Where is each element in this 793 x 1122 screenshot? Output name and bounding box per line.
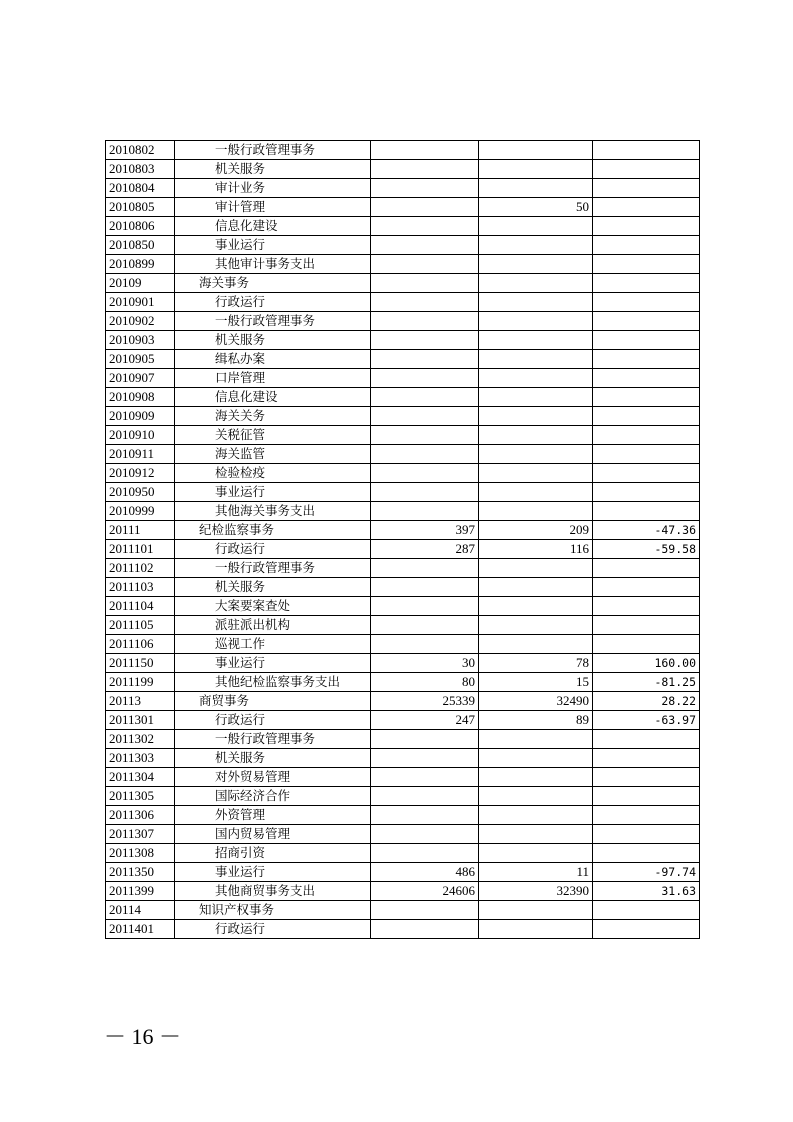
cell-name: 机关服务 (175, 331, 371, 350)
cell-value-3 (593, 483, 700, 502)
cell-code: 2010910 (106, 426, 175, 445)
cell-name: 缉私办案 (175, 350, 371, 369)
cell-value-1 (371, 578, 479, 597)
cell-value-1: 287 (371, 540, 479, 559)
cell-name: 对外贸易管理 (175, 768, 371, 787)
table-row (106, 160, 700, 179)
cell-value-1 (371, 749, 479, 768)
cell-value-2 (479, 312, 593, 331)
cell-code: 2011150 (106, 654, 175, 673)
cell-value-2 (479, 730, 593, 749)
cell-name: 商贸事务 (175, 692, 371, 711)
table-row (106, 426, 700, 445)
cell-value-1 (371, 901, 479, 920)
cell-value-2: 32390 (479, 882, 593, 901)
cell-code: 2010950 (106, 483, 175, 502)
cell-value-3: -47.36 (593, 521, 700, 540)
cell-value-2 (479, 597, 593, 616)
cell-value-1 (371, 806, 479, 825)
cell-code: 2010908 (106, 388, 175, 407)
cell-name: 事业运行 (175, 654, 371, 673)
table-row (106, 540, 700, 559)
cell-name: 信息化建设 (175, 217, 371, 236)
cell-value-3 (593, 160, 700, 179)
cell-value-1 (371, 559, 479, 578)
cell-value-3 (593, 445, 700, 464)
cell-name: 一般行政管理事务 (175, 312, 371, 331)
table-row (106, 388, 700, 407)
table-row (106, 559, 700, 578)
cell-name: 海关关务 (175, 407, 371, 426)
cell-value-1: 30 (371, 654, 479, 673)
cell-code: 2010806 (106, 217, 175, 236)
cell-value-2: 32490 (479, 692, 593, 711)
cell-value-3 (593, 369, 700, 388)
cell-value-1 (371, 407, 479, 426)
cell-value-1 (371, 255, 479, 274)
cell-code: 2011199 (106, 673, 175, 692)
cell-name: 关税征管 (175, 426, 371, 445)
cell-code: 2011305 (106, 787, 175, 806)
cell-value-1 (371, 369, 479, 388)
cell-name: 审计管理 (175, 198, 371, 217)
cell-value-1 (371, 274, 479, 293)
table-row (106, 179, 700, 198)
cell-value-2 (479, 160, 593, 179)
cell-value-1 (371, 160, 479, 179)
cell-value-1 (371, 483, 479, 502)
cell-value-1 (371, 844, 479, 863)
cell-value-2 (479, 274, 593, 293)
cell-name: 大案要案查处 (175, 597, 371, 616)
table-row (106, 483, 700, 502)
cell-value-3: -59.58 (593, 540, 700, 559)
table-row (106, 863, 700, 882)
cell-code: 2011399 (106, 882, 175, 901)
table-row (106, 749, 700, 768)
cell-name: 招商引资 (175, 844, 371, 863)
table-row (106, 882, 700, 901)
cell-name: 外资管理 (175, 806, 371, 825)
table-row (106, 464, 700, 483)
table-row (106, 445, 700, 464)
cell-name: 巡视工作 (175, 635, 371, 654)
cell-name: 其他审计事务支出 (175, 255, 371, 274)
cell-code: 20113 (106, 692, 175, 711)
cell-code: 2010999 (106, 502, 175, 521)
table-row (106, 673, 700, 692)
table-row (106, 654, 700, 673)
cell-name: 机关服务 (175, 160, 371, 179)
cell-name: 海关监管 (175, 445, 371, 464)
cell-value-1 (371, 293, 479, 312)
cell-value-1 (371, 768, 479, 787)
cell-value-2 (479, 806, 593, 825)
cell-name: 机关服务 (175, 749, 371, 768)
cell-value-2 (479, 141, 593, 160)
table-row (106, 350, 700, 369)
cell-value-3 (593, 616, 700, 635)
cell-name: 事业运行 (175, 236, 371, 255)
cell-value-2 (479, 749, 593, 768)
cell-name: 机关服务 (175, 578, 371, 597)
cell-value-2 (479, 635, 593, 654)
cell-value-3 (593, 141, 700, 160)
cell-value-1 (371, 312, 479, 331)
table-row (106, 787, 700, 806)
cell-value-1: 486 (371, 863, 479, 882)
cell-name: 知识产权事务 (175, 901, 371, 920)
cell-value-1 (371, 597, 479, 616)
cell-code: 2011104 (106, 597, 175, 616)
cell-name: 其他商贸事务支出 (175, 882, 371, 901)
cell-code: 2011306 (106, 806, 175, 825)
cell-name: 检验检疫 (175, 464, 371, 483)
cell-value-1 (371, 331, 479, 350)
table-row (106, 217, 700, 236)
cell-value-3 (593, 920, 700, 939)
cell-value-2 (479, 844, 593, 863)
cell-value-2 (479, 445, 593, 464)
cell-value-3 (593, 844, 700, 863)
page-number: － 16 － (104, 1024, 182, 1049)
cell-value-2 (479, 483, 593, 502)
cell-value-3 (593, 350, 700, 369)
budget-table-body (106, 141, 700, 939)
cell-value-1 (371, 445, 479, 464)
cell-value-1: 25339 (371, 692, 479, 711)
table-row (106, 293, 700, 312)
cell-value-1 (371, 730, 479, 749)
cell-code: 20109 (106, 274, 175, 293)
cell-code: 2011103 (106, 578, 175, 597)
table-row (106, 274, 700, 293)
cell-code: 2010902 (106, 312, 175, 331)
cell-value-1: 24606 (371, 882, 479, 901)
cell-value-2 (479, 426, 593, 445)
cell-value-3 (593, 730, 700, 749)
table-row (106, 616, 700, 635)
cell-value-3 (593, 407, 700, 426)
cell-value-3 (593, 293, 700, 312)
cell-value-3 (593, 768, 700, 787)
cell-value-3 (593, 426, 700, 445)
cell-code: 2010911 (106, 445, 175, 464)
cell-value-2 (479, 578, 593, 597)
cell-value-1: 397 (371, 521, 479, 540)
cell-value-3: -63.97 (593, 711, 700, 730)
table-row (106, 407, 700, 426)
cell-value-2 (479, 236, 593, 255)
cell-value-2: 50 (479, 198, 593, 217)
cell-code: 20114 (106, 901, 175, 920)
budget-table (105, 140, 700, 939)
cell-value-3 (593, 559, 700, 578)
table-row (106, 578, 700, 597)
cell-value-1 (371, 141, 479, 160)
cell-code: 2010802 (106, 141, 175, 160)
cell-value-3 (593, 749, 700, 768)
cell-value-2 (479, 388, 593, 407)
cell-name: 行政运行 (175, 293, 371, 312)
cell-value-1 (371, 502, 479, 521)
cell-value-1 (371, 350, 479, 369)
table-row (106, 597, 700, 616)
cell-name: 一般行政管理事务 (175, 141, 371, 160)
table-row (106, 312, 700, 331)
cell-value-1 (371, 635, 479, 654)
table-row (106, 730, 700, 749)
cell-code: 2011303 (106, 749, 175, 768)
cell-value-3: -97.74 (593, 863, 700, 882)
cell-value-3 (593, 901, 700, 920)
cell-code: 2010903 (106, 331, 175, 350)
table-row (106, 635, 700, 654)
cell-value-2 (479, 825, 593, 844)
cell-code: 2010803 (106, 160, 175, 179)
cell-value-2 (479, 787, 593, 806)
table-row (106, 901, 700, 920)
cell-value-3 (593, 331, 700, 350)
cell-value-2 (479, 920, 593, 939)
cell-value-2 (479, 502, 593, 521)
cell-value-2 (479, 901, 593, 920)
table-row (106, 692, 700, 711)
cell-value-2 (479, 559, 593, 578)
cell-code: 2010909 (106, 407, 175, 426)
table-row (106, 198, 700, 217)
cell-code: 2011307 (106, 825, 175, 844)
cell-value-3 (593, 198, 700, 217)
cell-name: 一般行政管理事务 (175, 730, 371, 749)
cell-code: 2011350 (106, 863, 175, 882)
cell-value-2 (479, 407, 593, 426)
cell-value-2 (479, 255, 593, 274)
cell-value-1 (371, 787, 479, 806)
cell-value-1 (371, 920, 479, 939)
cell-code: 2011106 (106, 635, 175, 654)
cell-value-2: 78 (479, 654, 593, 673)
cell-value-1 (371, 217, 479, 236)
cell-code: 2010804 (106, 179, 175, 198)
cell-name: 行政运行 (175, 540, 371, 559)
cell-name: 纪检监察事务 (175, 521, 371, 540)
cell-code: 2010850 (106, 236, 175, 255)
cell-name: 派驻派出机构 (175, 616, 371, 635)
cell-value-3 (593, 578, 700, 597)
table-row (106, 768, 700, 787)
cell-value-3: 28.22 (593, 692, 700, 711)
cell-value-2 (479, 179, 593, 198)
cell-value-2: 15 (479, 673, 593, 692)
cell-name: 审计业务 (175, 179, 371, 198)
table-row (106, 806, 700, 825)
cell-value-1: 80 (371, 673, 479, 692)
cell-code: 2011102 (106, 559, 175, 578)
table-row (106, 255, 700, 274)
cell-value-3 (593, 179, 700, 198)
cell-value-2: 11 (479, 863, 593, 882)
cell-name: 行政运行 (175, 711, 371, 730)
cell-value-1 (371, 464, 479, 483)
cell-value-3: 31.63 (593, 882, 700, 901)
cell-code: 2011308 (106, 844, 175, 863)
cell-code: 2010901 (106, 293, 175, 312)
cell-code: 2011302 (106, 730, 175, 749)
cell-code: 2010899 (106, 255, 175, 274)
cell-value-2 (479, 616, 593, 635)
cell-name: 其他海关事务支出 (175, 502, 371, 521)
cell-value-2: 116 (479, 540, 593, 559)
table-row (106, 502, 700, 521)
cell-name: 事业运行 (175, 863, 371, 882)
cell-value-2 (479, 350, 593, 369)
cell-name: 信息化建设 (175, 388, 371, 407)
cell-name: 其他纪检监察事务支出 (175, 673, 371, 692)
cell-value-3 (593, 274, 700, 293)
cell-value-3 (593, 464, 700, 483)
cell-value-3 (593, 825, 700, 844)
table-row (106, 844, 700, 863)
cell-name: 海关事务 (175, 274, 371, 293)
cell-value-1: 247 (371, 711, 479, 730)
cell-code: 2011401 (106, 920, 175, 939)
cell-value-3 (593, 787, 700, 806)
cell-value-1 (371, 198, 479, 217)
cell-code: 2010905 (106, 350, 175, 369)
cell-value-2: 89 (479, 711, 593, 730)
cell-value-2 (479, 768, 593, 787)
cell-code: 2011101 (106, 540, 175, 559)
table-row (106, 141, 700, 160)
cell-value-3: -81.25 (593, 673, 700, 692)
cell-value-1 (371, 236, 479, 255)
cell-value-3 (593, 236, 700, 255)
cell-name: 国内贸易管理 (175, 825, 371, 844)
cell-code: 20111 (106, 521, 175, 540)
table-row (106, 711, 700, 730)
cell-name: 口岸管理 (175, 369, 371, 388)
cell-value-3 (593, 502, 700, 521)
cell-code: 2010805 (106, 198, 175, 217)
cell-name: 行政运行 (175, 920, 371, 939)
cell-value-3 (593, 388, 700, 407)
cell-value-2 (479, 464, 593, 483)
cell-code: 2011301 (106, 711, 175, 730)
cell-name: 国际经济合作 (175, 787, 371, 806)
cell-value-1 (371, 616, 479, 635)
table-row (106, 521, 700, 540)
table-row (106, 236, 700, 255)
cell-value-1 (371, 179, 479, 198)
cell-value-2: 209 (479, 521, 593, 540)
cell-value-3 (593, 255, 700, 274)
cell-value-3 (593, 597, 700, 616)
cell-name: 一般行政管理事务 (175, 559, 371, 578)
cell-code: 2010907 (106, 369, 175, 388)
cell-value-3 (593, 635, 700, 654)
cell-value-3 (593, 312, 700, 331)
table-row (106, 331, 700, 350)
cell-code: 2010912 (106, 464, 175, 483)
cell-name: 事业运行 (175, 483, 371, 502)
cell-value-2 (479, 369, 593, 388)
cell-value-1 (371, 426, 479, 445)
cell-value-2 (479, 217, 593, 236)
cell-value-3 (593, 806, 700, 825)
cell-value-1 (371, 388, 479, 407)
cell-code: 2011105 (106, 616, 175, 635)
cell-value-2 (479, 293, 593, 312)
table-row (106, 920, 700, 939)
cell-value-3 (593, 217, 700, 236)
cell-value-2 (479, 331, 593, 350)
cell-code: 2011304 (106, 768, 175, 787)
cell-value-1 (371, 825, 479, 844)
cell-value-3: 160.00 (593, 654, 700, 673)
table-row (106, 825, 700, 844)
table-row (106, 369, 700, 388)
